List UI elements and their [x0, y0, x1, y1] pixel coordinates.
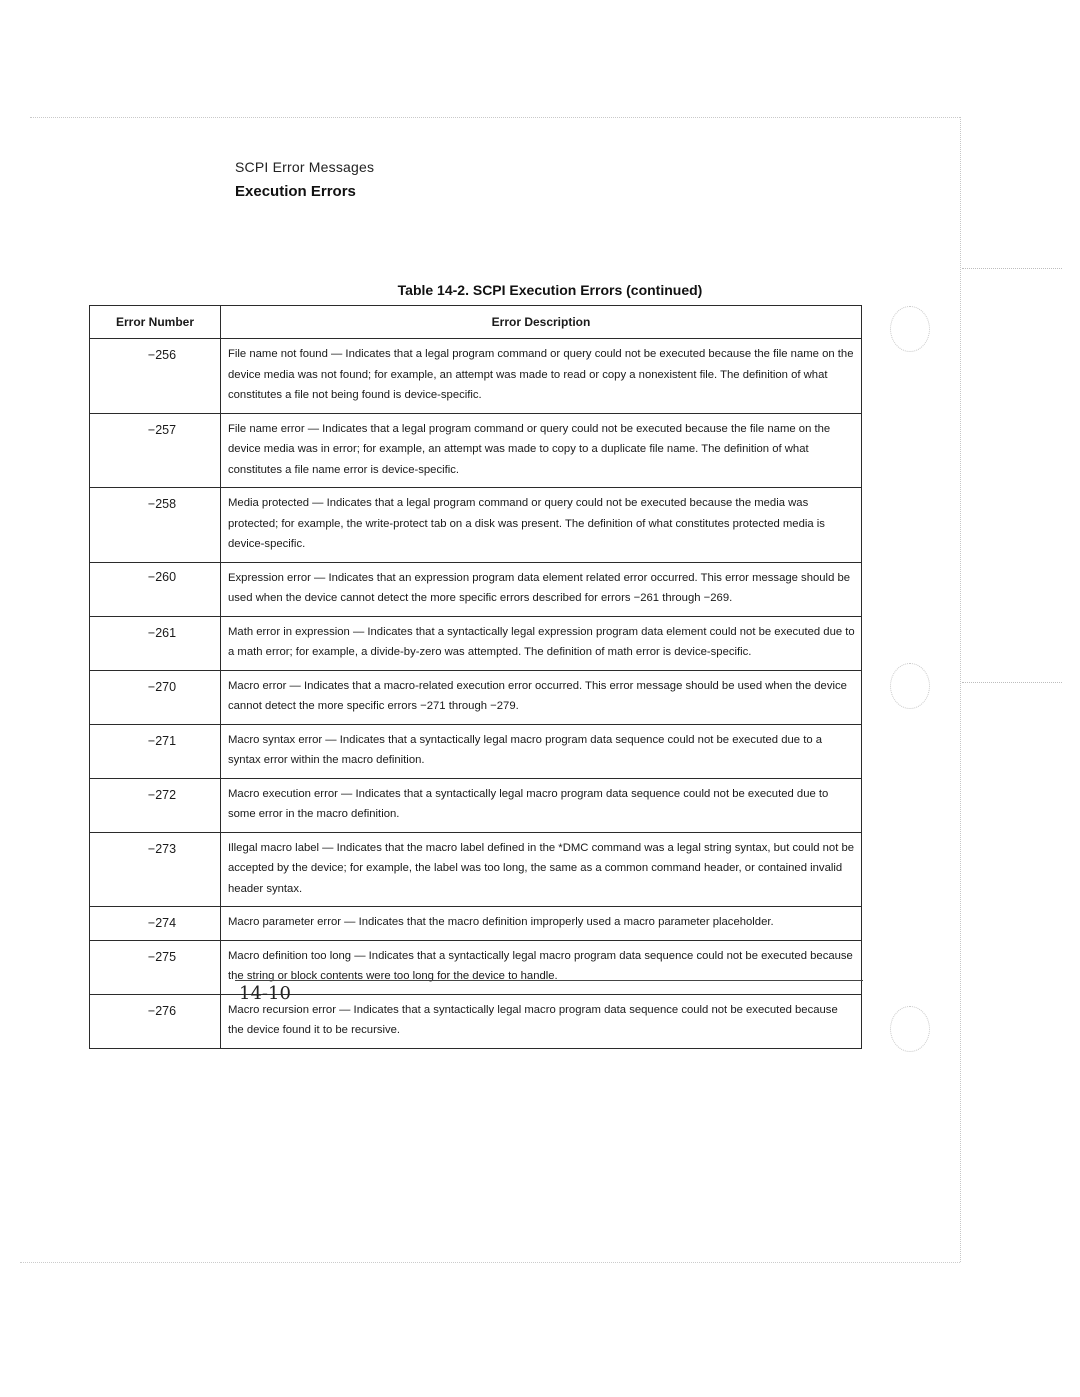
- scan-edge-mark: [962, 682, 1062, 683]
- column-header-error-description: Error Description: [221, 306, 862, 339]
- table-row: [90, 724, 862, 778]
- error-number: −271: [90, 724, 221, 778]
- error-description: Illegal macro label — Indicates that the macro label defined in the *DMC command was a legal string syntax, but could not be accepted by the device; for example, the label was too long, the same as a common command header, or contained invalid header syntax.: [221, 832, 862, 907]
- scan-edge-top: [30, 117, 960, 118]
- error-number: −258: [90, 488, 221, 563]
- error-description: File name error — Indicates that a legal program command or query could not be executed because the file name on the device media was in error; for example, an attempt was made to copy to a duplicate file name. The definition of what constitutes a file name error is device-specific.: [221, 413, 862, 488]
- table-header-row: [90, 306, 862, 339]
- error-description: Macro execution error — Indicates that a syntactically legal macro program data sequence could not be executed due to some error in the macro definition.: [221, 778, 862, 832]
- error-number: −257: [90, 413, 221, 488]
- error-number: −273: [90, 832, 221, 907]
- error-description: Macro error — Indicates that a macro-related execution error occurred. This error message should be used when the device cannot detect the more specific errors −271 through −279.: [221, 670, 862, 724]
- error-description: Macro definition too long — Indicates that a syntactically legal macro program data sequence could not be executed because the string or block contents were too long for the device to handle.: [221, 940, 862, 994]
- error-number: −276: [90, 994, 221, 1048]
- table-row: [90, 832, 862, 907]
- scan-edge-mark: [962, 268, 1062, 269]
- table-row: [90, 413, 862, 488]
- scan-edge-bottom: [20, 1262, 960, 1263]
- footer-rule: [235, 980, 863, 981]
- table-row: [90, 994, 862, 1048]
- table-row: [90, 670, 862, 724]
- error-number: −261: [90, 616, 221, 670]
- table-row: [90, 616, 862, 670]
- table-row: [90, 907, 862, 941]
- punch-hole: [890, 663, 930, 709]
- table-row: [90, 339, 862, 414]
- page-number: 14-10: [239, 983, 291, 1004]
- error-number: −274: [90, 907, 221, 941]
- error-table: [89, 305, 862, 1049]
- table-row: [90, 562, 862, 616]
- error-description: Expression error — Indicates that an expression program data element related error occurred. This error message should be used when the device cannot detect the more specific errors described for errors −261 through −269.: [221, 562, 862, 616]
- column-header-error-number: Error Number: [90, 306, 221, 339]
- error-number: −275: [90, 940, 221, 994]
- error-number: −272: [90, 778, 221, 832]
- table-row: [90, 940, 862, 994]
- table-row: [90, 488, 862, 563]
- error-number: −260: [90, 562, 221, 616]
- error-description: Macro parameter error — Indicates that the macro definition improperly used a macro parameter placeholder.: [221, 907, 862, 941]
- error-description: Macro syntax error — Indicates that a syntactically legal macro program data sequence could not be executed due to a syntax error within the macro definition.: [221, 724, 862, 778]
- running-head: SCPI Error Messages: [235, 159, 375, 175]
- error-description: Math error in expression — Indicates that a syntactically legal expression program data element could not be executed due to a math error; for example, a divide-by-zero was attempted. The definition of math error is device-specific.: [221, 616, 862, 670]
- table-row: [90, 778, 862, 832]
- error-number: −256: [90, 339, 221, 414]
- section-title: Execution Errors: [235, 183, 356, 200]
- error-description: Macro recursion error — Indicates that a syntactically legal macro program data sequence could not be executed because the device found it to be recursive.: [221, 994, 862, 1048]
- table-caption: Table 14-2. SCPI Execution Errors (continued): [397, 282, 703, 298]
- punch-hole: [890, 306, 930, 352]
- error-description: Media protected — Indicates that a legal program command or query could not be executed because the media was protected; for example, the write-protect tab on a disk was present. The definition of what constitutes protected media is device-specific.: [221, 488, 862, 563]
- error-number: −270: [90, 670, 221, 724]
- punch-hole: [890, 1006, 930, 1052]
- error-description: File name not found — Indicates that a legal program command or query could not be executed because the file name on the device media was not found; for example, an attempt was made to read or copy a nonexistent file. The definition of what constitutes a file not being found is device-specific.: [221, 339, 862, 414]
